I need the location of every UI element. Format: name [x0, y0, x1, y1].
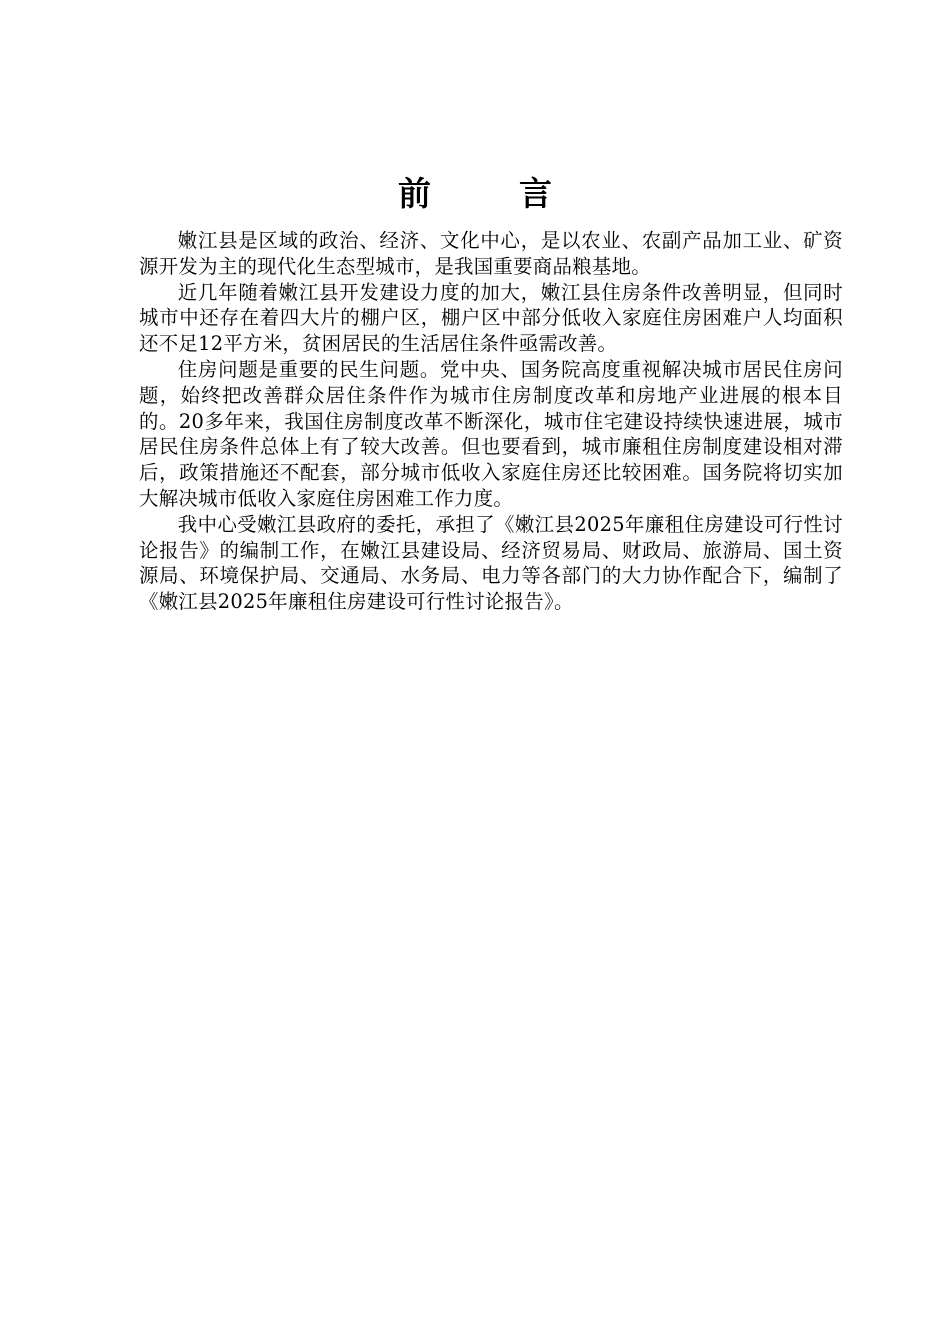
paragraph-housing-policy: 住房问题是重要的民生问题。党中央、国务院高度重视解决城市居民住房问题，始终把改善群众居住条件作为城市住房制度改革和房地产业进展的根本目的。20多年来，我国住房制度改革不断深化，城市住宅建设持续快速进展，城市居民住房条件总体上有了较大改善。但也要看到，城市廉租住房制度建设相对滞后，政策措施还不配套，部分城市低收入家庭住房还比较困难。国务院将切实加大解决城市低收入家庭住房困难工作力度。	[139, 357, 843, 510]
paragraph-report-preparation: 我中心受嫩江县政府的委托，承担了《嫩江县2025年廉租住房建设可行性讨论报告》的编制工作，在嫩江县建设局、经济贸易局、财政局、旅游局、国土资源局、环境保护局、交通局、水务局、电力等各部门的大力协作配合下，编制了《嫩江县2025年廉租住房建设可行性讨论报告》。	[139, 512, 843, 614]
body-text	[139, 228, 843, 615]
page-title: 前言	[398, 174, 640, 213]
paragraph-intro: 嫩江县是区域的政治、经济、文化中心，是以农业、农副产品加工业、矿资源开发为主的现代化生态型城市，是我国重要商品粮基地。	[139, 229, 843, 278]
paragraph-housing-conditions: 近几年随着嫩江县开发建设力度的加大，嫩江县住房条件改善明显，但同时城市中还存在着四大片的棚户区，棚户区中部分低收入家庭住房困难户人均面积还不足12平方米，贫困居民的生活居住条件亟需改善。	[139, 280, 843, 356]
